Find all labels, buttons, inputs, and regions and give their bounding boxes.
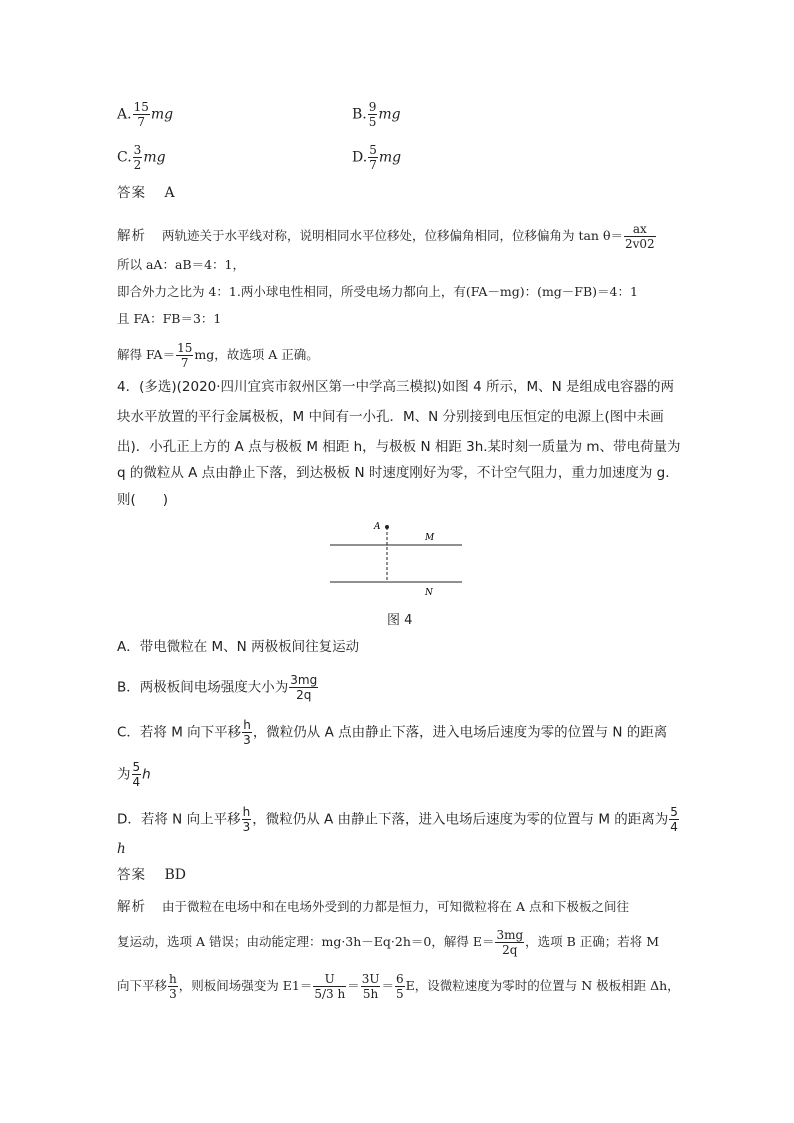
choice-c: C．若将 M 向下平移 $\frac{h}{3}$ ，微粒仍从 A 点由静止下落，进入电场后速度为零的位置与 N 的距离 (117, 718, 668, 747)
option-d-prev: D. $\frac{5}{7}$ mg (352, 143, 402, 172)
analysis-prev-line2: 所以 aA：aB＝4：1， (117, 257, 245, 272)
analysis-prev-line5: 解得 FA＝ $\frac{15}{7}$ mg，故选项 A 正确。 (117, 341, 319, 370)
analysis4-line2: 复运动，选项 A 错误；由动能定理：mg·3h－Eq·2h＝0，解得 E＝ $\frac{3mg}{2q}$ ，选项 B 正确；若将 M (117, 928, 660, 957)
option-c-prev: C. $\frac{3}{2}$ mg (117, 143, 166, 172)
point-a-dot (385, 525, 389, 529)
analysis-prev-line3: 即合外力之比为 4：1.两小球电性相同，所受电场力都向上，有(FA－mg)：(mg－FB)＝4：1 (117, 284, 638, 299)
analysis-prev-line4: 且 FA：FB＝3：1 (117, 311, 222, 326)
figure-caption: 图 4 (387, 613, 413, 628)
analysis-prev-line1: 解析 两轨迹关于水平线对称，说明相同水平位移处，位移偏角相同，位移偏角为 tan θ＝ $\frac{ax}{2v02}$ (117, 222, 655, 251)
question4-line1: 4．(多选)(2020·四川宜宾市叙州区第一中学高三模拟)如图 4 所示，M、N 是组成电容器的两 (117, 379, 675, 395)
answer-prev (117, 184, 175, 202)
answer4 (117, 866, 186, 884)
question4-line2: 块水平放置的平行金属极板，M 中间有一小孔．M、N 分别接到电压恒定的电源上(图中未画 (117, 409, 664, 425)
answer-label: 答案 (117, 185, 146, 201)
choice-d: D．若将 N 向上平移 $\frac{h}{3}$ ，微粒仍从 A 由静止下落，进入电场后速度为零的位置与 M 的距离为 $\frac{5}{4}$ (117, 805, 678, 834)
analysis4-line1: 解析 由于微粒在电场中和在电场外受到的力都是恒力，可知微粒将在 A 点和下极板之间往 (117, 899, 629, 915)
choice-a: A．带电微粒在 M、N 两极板间往复运动 (117, 639, 360, 655)
option-b-prev: B. $\frac{9}{5}$ mg (352, 100, 401, 129)
analysis4-line3: 向下平移 $\frac{h}{3}$ ，则板间场强变为 E1＝ $\frac{U}{5/3 h}$ ＝ $\frac{3U}{5h}$ ＝ $\frac{6}{5}$ E，设微粒速度为零时的位置与 N 极板相距 Δh， (117, 972, 680, 1001)
choice-b: B．两极板间电场强度大小为 $\frac{3mg}{2q}$ (117, 673, 318, 702)
question4-line4: q 的微粒从 A 点由静止下落，到达极板 N 时速度刚好为零，不计空气阻力，重力加速度为 g. (117, 465, 670, 481)
label-n: N (425, 588, 433, 598)
label-a: A (374, 522, 381, 532)
figure-4-capacitor (320, 515, 470, 600)
question4-line5: 则( ) (117, 492, 169, 508)
option-a-prev: A. $\frac{15}{7}$ mg (117, 100, 174, 129)
question4-line3: 出)．小孔正上方的 A 点与极板 M 相距 h，与极板 N 相距 3h.某时刻一质量为 m、带电荷量为 (117, 439, 681, 455)
choice-d-line2: h (117, 841, 126, 857)
label-m: M (425, 533, 435, 543)
choice-c-line2: 为 $\frac{5}{4}$ h (117, 760, 151, 789)
answer-value: A (164, 185, 175, 201)
answer4-label: 答案 (117, 867, 146, 883)
answer4-value: BD (164, 867, 186, 883)
